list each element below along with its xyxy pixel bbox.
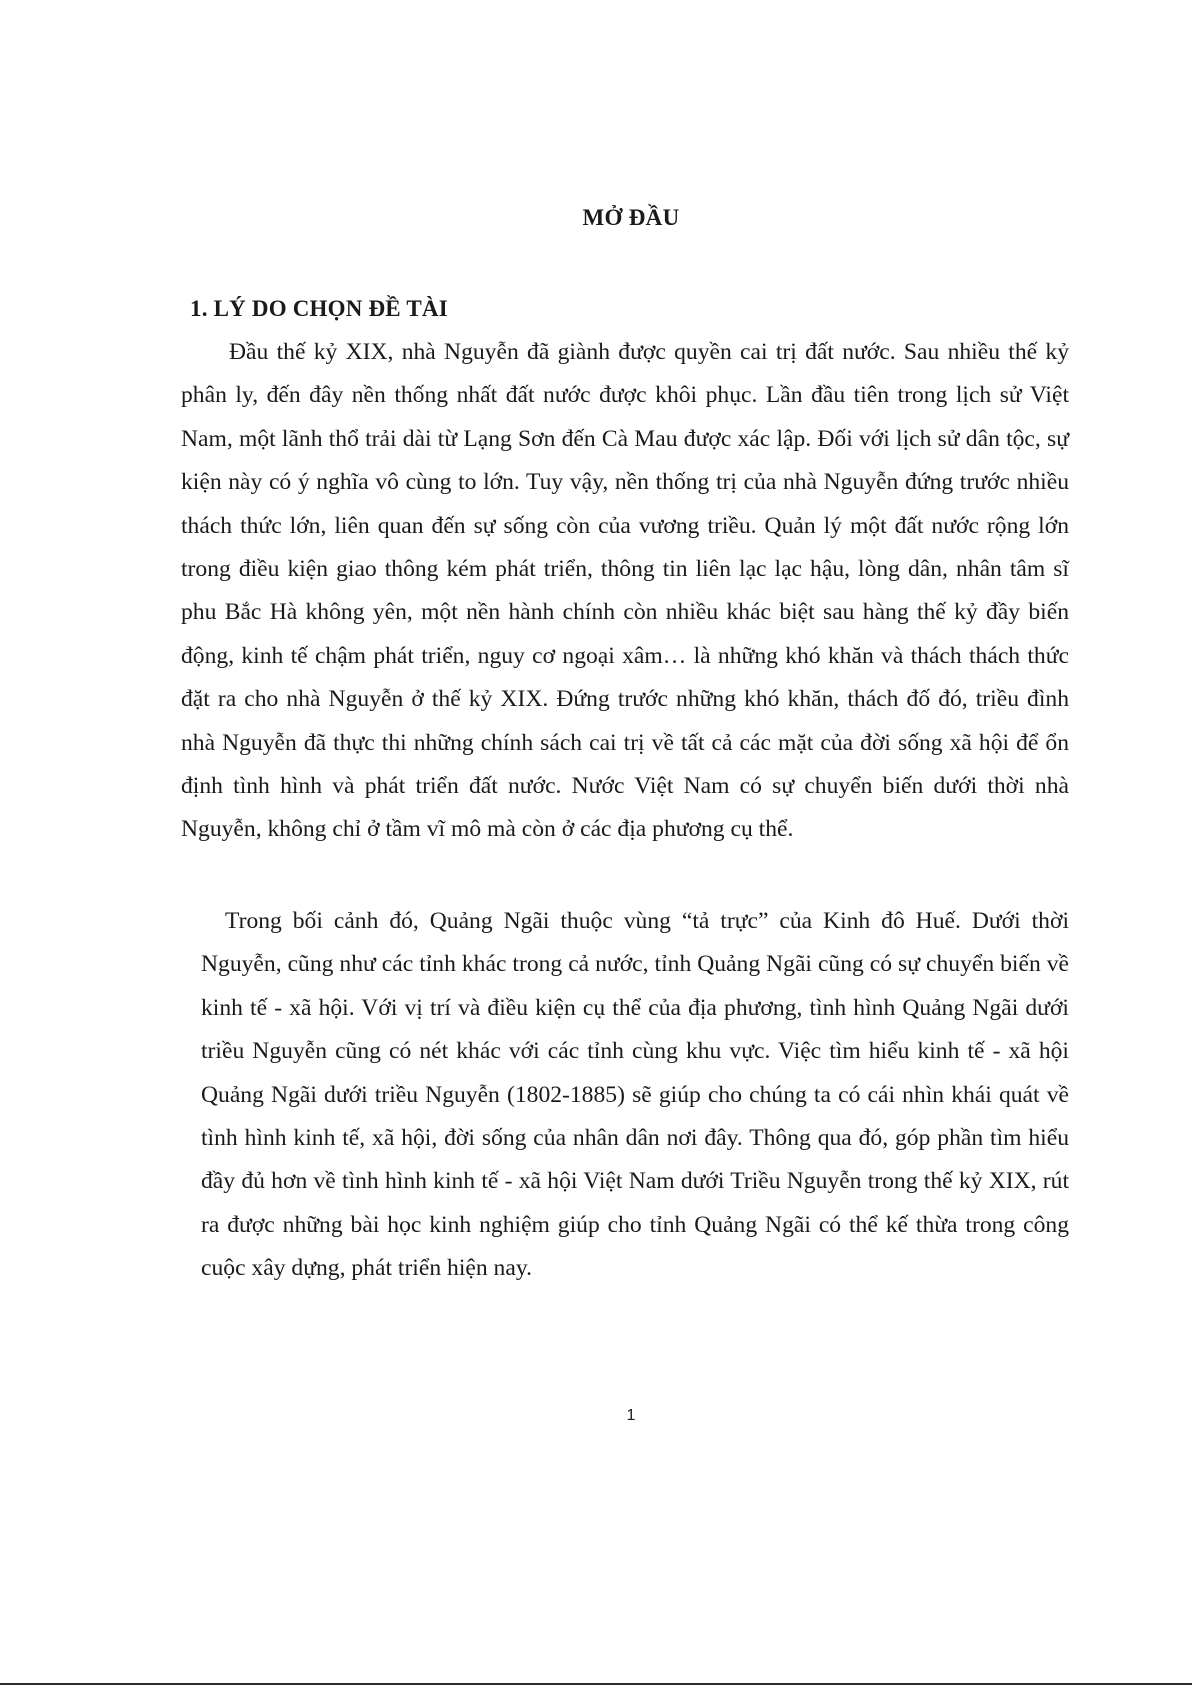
body-paragraph: Đầu thế kỷ XIX, nhà Nguyễn đã giành được quyền cai trị đất nước. Sau nhiều thế kỷ phân ly, đến đây nền thống nhất đất nước được khôi phục. Lần đầu tiên trong lịch sử Việt Nam, một lãnh thổ trải dài từ Lạng Sơn đến Cà Mau được xác lập. Đối với lịch sử dân tộc, sự kiện này có ý nghĩa vô cùng to lớn. Tuy vậy, nền thống trị của nhà Nguyễn đứng trước nhiều thách thức lớn, liên quan đến sự sống còn của vương triều. Quản lý một đất nước rộng lớn trong điều kiện giao thông kém phát triển, thông tin liên lạc lạc hậu, lòng dân, nhân tâm sĩ phu Bắc Hà không yên, một nền hành chính còn nhiều khác biệt sau hàng thế kỷ đầy biến động, kinh tế chậm phát triển, nguy cơ ngoại xâm… là những khó khăn và thách thách thức đặt ra cho nhà Nguyễn ở thế kỷ XIX. Đứng trước những khó khăn, thách đố đó, triều đình nhà Nguyễn đã thực thi những chính sách cai trị về tất cả các mặt của đời sống xã hội để ổn định tình hình và phát triển đất nước. Nước Việt Nam có sự chuyển biến dưới thời nhà Nguyễn, không chỉ ở tầm vĩ mô mà còn ở các địa phương cụ thể. xyxy=(181,339,1069,843)
section-heading: 1. LÝ DO CHỌN ĐỀ TÀI xyxy=(190,296,448,321)
page-number: 1 xyxy=(626,1407,636,1424)
body-paragraph: Trong bối cảnh đó, Quảng Ngãi thuộc vùng “tả trực” của Kinh đô Huế. Dưới thời Nguyễn, cũng như các tỉnh khác trong cả nước, tỉnh Quảng Ngãi cũng có sự chuyển biến về kinh tế - xã hội. Với vị trí và điều kiện cụ thể của địa phương, tình hình Quảng Ngãi dưới triều Nguyễn cũng có nét khác với các tỉnh cùng khu vực. Việc tìm hiểu kinh tế - xã hội Quảng Ngãi dưới triều Nguyễn (1802-1885) sẽ giúp cho chúng ta có cái nhìn khái quát về tình hình kinh tế, xã hội, đời sống của nhân dân nơi đây. Thông qua đó, góp phần tìm hiểu đầy đủ hơn về tình hình kinh tế - xã hội Việt Nam dưới Triều Nguyễn trong thế kỷ XIX, rút ra được những bài học kinh nghiệm giúp cho tỉnh Quảng Ngãi có thể kế thừa trong công cuộc xây dựng, phát triển hiện nay. xyxy=(201,908,1069,1282)
document-title: MỞ ĐẦU xyxy=(582,205,680,230)
